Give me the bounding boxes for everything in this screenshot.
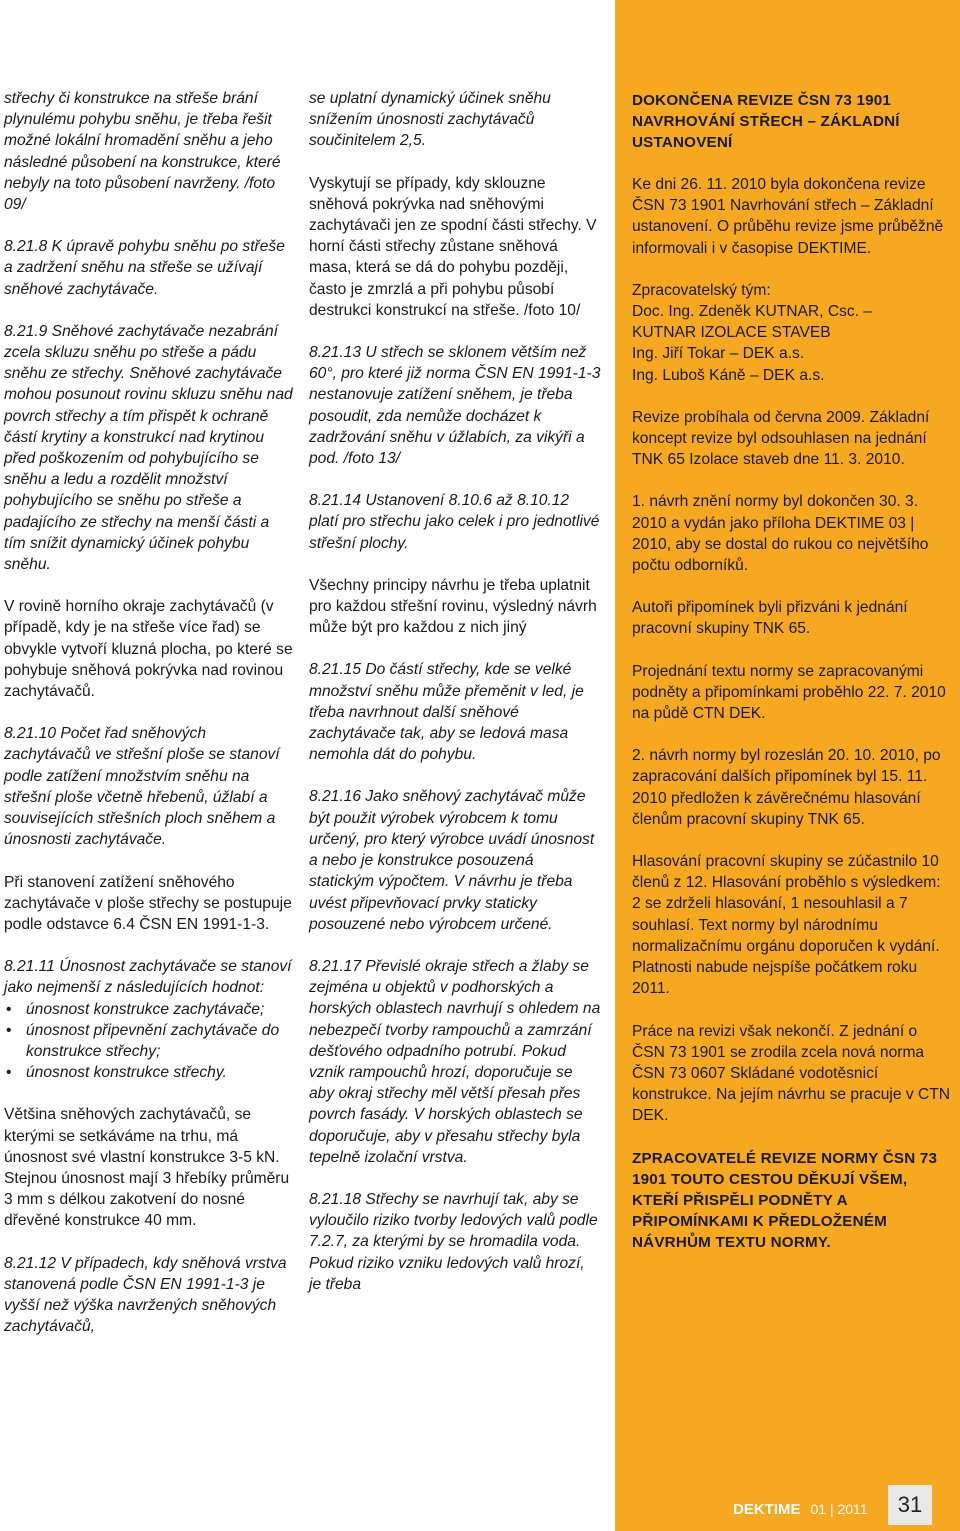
column-left: [4, 88, 294, 1358]
paragraph: 8.21.8 K úpravě pohybu sněhu po střeše a zadržení sněhu na střeše se užívají sněhové zachytávače.: [4, 238, 285, 298]
paragraph: V rovině horního okraje zachytávačů (v případě, kdy je na střeše více řad) se obvykle vytvoří kluzná plocha, po které se pohybuje sněhová pokrývka nad rovinou zachytávačů.: [4, 598, 293, 701]
brand-logo: DEKTIME: [733, 1500, 801, 1518]
paragraph: Vyskytují se případy, kdy sklouzne sněhová pokrývka nad sněhovými zachytávači jen ze spodní části střechy. V horní části střechy zůstane sněhová masa, která se dá do pohybu později, často je zmrzlá a při pohybu působí destrukci konstrukcí na střeše. /foto 10/: [309, 174, 597, 319]
paragraph: Autoři připomínek byli přizváni k jednání pracovní skupiny TNK 65.: [632, 599, 908, 638]
paragraph: Všechny principy návrhu je třeba uplatnit pro každou střešní rovinu, výsledný návrh může být pro každou z nich jiný: [309, 576, 597, 637]
team-member: KUTNAR IZOLACE STAVEB: [632, 324, 831, 342]
paragraph: Projednání textu normy se zapracovanými podněty a připomínkami proběhlo 22. 7. 2010 na půdě CTN DEK.: [632, 662, 946, 723]
paragraph: 8.21.17 Převislé okraje střech a žlaby se zejména u objektů v podhorských a horských oblastech navrhují s ohledem na nebezpečí tvorby rampouchů a zamrzání dešťového odpadního potrubí. Pokud vznik rampouchů hrozí, doporučuje se aby okraj střechy měl větší přesah přes povrch fasády. V horských oblastech se doporučuje, aby v přesahu střechy byla tepelně izolační vrstva.: [309, 957, 601, 1166]
paragraph: Revize probíhala od června 2009. Základní koncept revize byl odsouhlasen na jednání TNK 65 Izolace staveb dne 11. 3. 2010.: [632, 408, 930, 469]
paragraph: 8.21.12 V případech, kdy sněhová vrstva stanovená podle ČSN EN 1991-1-3 je vyšší než výška navržených sněhových zachytávačů,: [4, 1254, 287, 1336]
team-member: Doc. Ing. Zdeněk KUTNAR, Csc. –: [632, 303, 873, 321]
sidebar-heading: DOKONČENA REVIZE ČSN 73 1901 NAVRHOVÁNÍ STŘECH – ZÁKLADNÍ USTANOVENÍ: [632, 92, 900, 151]
team-member: Ing. Luboš Káně – DEK a.s.: [632, 366, 825, 384]
footer: [733, 1497, 868, 1521]
thanks-heading: ZPRACOVATELÉ REVIZE NORMY ČSN 73 1901 TOUTO CESTOU DĚKUJÍ VŠEM, KTEŘÍ PŘISPĚLI PODNĚTY A PŘIPOMÍNKAMI K PŘEDLOŽENÉM NÁVRHŮM TEXTU NORMY.: [632, 1149, 938, 1251]
paragraph: Při stanovení zatížení sněhového zachytávače v ploše střechy se postupuje podle odstavce 6.4 ČSN EN 1991-1-3.: [4, 873, 292, 933]
paragraph: 8.21.15 Do částí střechy, kde se velké množství sněhu může přeměnit v led, je třeba navrhnout další sněhové zachytávače tak, aby se ledová masa nemohla dát do pohybu.: [309, 661, 584, 764]
team-member: Ing. Jiří Tokar – DEK a.s.: [632, 345, 805, 363]
paragraph: 8.21.9 Sněhové zachytávače nezabrání zcela skluzu sněhu po střeše a pádu sněhu ze střechy. Sněhové zachytávače mohou posunout rovinu skluzu sněhu nad povrch střechy a tím přispět k ochraně částí krytiny a konstrukcí nad krytinou před poškozením od pohybujícího se sněhu a ledu a rozdělit množství pohybujícího se sněhu po střeše a padajícího ze střechy na menší části a tím snížit dynamický účinek pohybu sněhu.: [4, 322, 293, 574]
bullet-list: [4, 999, 294, 1084]
paragraph: Hlasování pracovní skupiny se zúčastnilo 10 členů z 12. Hlasování proběhlo s výsledkem: 2 se zdrželi hlasování, 1 nesouhlasil a 7 souhlasí. Text normy byl národnímu normalizačnímu orgánu doporučen k vydání. Platnosti nabude nejspíše počátkem roku 2011.: [632, 853, 941, 998]
team-title: Zpracovatelský tým:: [632, 281, 771, 299]
column-middle: [309, 88, 601, 1316]
paragraph: Práce na revizi však nekončí. Z jednání o ČSN 73 1901 se zrodila zcela nová norma ČSN 73 0607 Skládané vodotěsnicí konstrukce. Na jejím návrhu se pracuje v CTN DEK.: [632, 1022, 951, 1125]
paragraph: 1. návrh znění normy byl dokončen 30. 3. 2010 a vydán jako příloha DEKTIME 03 | 2010, aby se dostal do rukou co největšího počtu odborníků.: [632, 493, 929, 575]
paragraph: 8.21.14 Ustanovení 8.10.6 až 8.10.12 platí pro střechu jako celek i pro jednotlivé střešní plochy.: [309, 492, 600, 552]
paragraph: 2. návrh normy byl rozeslán 20. 10. 2010, po zapracování dalších připomínek byl 15. 11. 2010 předložen k závěrečnému hlasování členům pracovní skupiny TNK 65.: [632, 747, 941, 828]
paragraph: Ke dni 26. 11. 2010 byla dokončena revize ČSN 73 1901 Navrhování střech – Základní ustanovení. O průběhu revize jsme průběžně informovali i v časopise DEKTIME.: [632, 176, 944, 257]
paragraph: střechy či konstrukce na střeše brání plynulému pohybu sněhu, je třeba řešit možné lokální hromadění sněhu a jeho následné působení na konstrukce, které nebyly na toto působení navrženy. /foto 09/: [4, 90, 281, 214]
page-number: 31: [888, 1485, 932, 1525]
column-right: [632, 90, 952, 1274]
paragraph: 8.21.18 Střechy se navrhují tak, aby se vyloučilo riziko tvorby ledových valů podle 7.2.7, za kterými by se hromadila voda. Pokud riziko vzniku ledových valů hrozí, je třeba: [309, 1190, 598, 1293]
list-item: • únosnost připevnění zachytávače do konstrukce střechy;: [4, 1020, 294, 1062]
list-item: • únosnost konstrukce zachytávače;: [4, 999, 294, 1020]
issue-number: 01 | 2011: [810, 1501, 868, 1517]
paragraph: Většina sněhových zachytávačů, se kterými se setkáváme na trhu, má únosnost své vlastní konstrukce 3-5 kN. Stejnou únosnost mají 3 hřebíky průměru 3 mm s délkou zakotvení do nosné dřevěné konstrukce 40 mm.: [4, 1106, 290, 1230]
paragraph: 8.21.16 Jako sněhový zachytávač může být použit výrobek výrobcem k tomu určený, pro který výrobce uvádí únosnost a nebo je konstrukce posouzená statickým výpočtem. V návrhu je třeba uvést připevňovací prvky staticky posouzené nebo výrobcem určené.: [309, 788, 595, 933]
list-item: • únosnost konstrukce střechy.: [4, 1062, 294, 1083]
team-block: [632, 280, 952, 386]
paragraph: 8.21.13 U střech se sklonem větším než 60°, pro které již norma ČSN EN 1991-1-3 nestanovuje zatížení sněhem, je třeba posoudit, zda nemůže docházet k zadržování sněhu v úžlabích, za vikýři a pod. /foto 13/: [309, 344, 601, 468]
paragraph: se uplatní dynamický účinek sněhu snížením únosnosti zachytávačů součinitelem 2,5.: [309, 90, 551, 150]
paragraph: 8.21.10 Počet řad sněhových zachytávačů ve střešní ploše se stanoví podle zatížení množstvím sněhu na střešní ploše včetně hřebenů, úžlabí a souvisejících střešních ploch sněhem a únosnosti zachytávače.: [4, 725, 280, 849]
paragraph: 8.21.11 Únosnost zachytávače se stanoví jako nejmenší z následujících hodnot:: [4, 958, 292, 997]
